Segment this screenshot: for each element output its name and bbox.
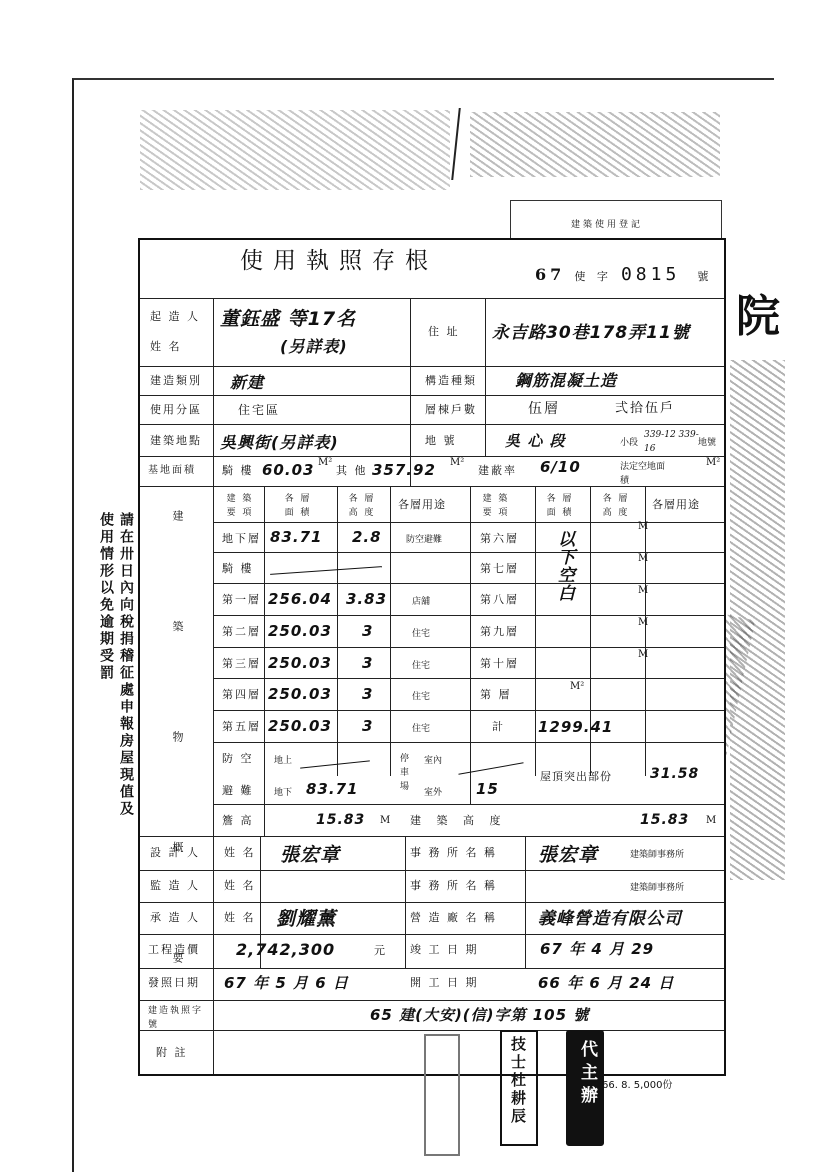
label-issue: 發照日期 xyxy=(148,976,200,989)
permit-prefix: 67 xyxy=(535,265,566,284)
label-other: 其 他 xyxy=(336,464,368,477)
permit-serial: 0815 xyxy=(620,264,681,285)
site-value: 吳興街(另詳表) xyxy=(220,433,339,452)
permit-suffix: 號 xyxy=(697,270,713,283)
label-name: 姓 名 xyxy=(150,340,182,353)
area-floor-4: 250.03 xyxy=(268,685,332,703)
area-basement: 83.71 xyxy=(270,528,323,546)
label-open-space: 法定空地面積 xyxy=(620,462,666,486)
unit-m-build: M xyxy=(706,815,717,826)
floor-5: 第五層 xyxy=(222,720,261,733)
area-floor-2: 250.03 xyxy=(268,622,332,640)
floor-4: 第四層 xyxy=(222,688,261,701)
evac-under-area: 83.71 xyxy=(306,780,359,798)
col-height-right: 各 層 高 度 xyxy=(602,494,630,518)
top-stamp-smudge xyxy=(140,110,450,190)
use-floor-1: 店舖 xyxy=(412,597,431,607)
height-floor-3: 3 xyxy=(362,654,374,672)
label-total: 計 xyxy=(492,720,505,733)
floor-10: 第十層 xyxy=(480,657,519,670)
label-indoor: 室內 xyxy=(424,756,443,766)
chief-seal-text: 代主辦 xyxy=(577,1040,597,1109)
label-firm: 營 造 廠 名 稱 xyxy=(410,911,497,924)
height-floor-4: 3 xyxy=(362,685,374,703)
label-name-supervisor: 姓 名 xyxy=(224,879,256,892)
blank-below-note: 以下空白 xyxy=(554,530,574,602)
area-floor-3: 250.03 xyxy=(268,654,332,672)
floor-generic: 第 層 xyxy=(480,688,512,701)
label-name-designer: 姓 名 xyxy=(224,846,256,859)
label-base-area: 基地面積 xyxy=(148,465,196,476)
chief-seal xyxy=(566,1030,604,1146)
use-floor-2: 住宅 xyxy=(412,629,431,639)
label-outdoor: 室外 xyxy=(424,788,443,798)
right-edge-stamp xyxy=(730,280,790,880)
label-coverage: 建蔽率 xyxy=(478,464,517,477)
label-note: 附 註 xyxy=(156,1046,188,1059)
roof-area: 31.58 xyxy=(650,766,700,782)
area-floor-5: 250.03 xyxy=(268,717,332,735)
col-height-left: 各 層 高 度 xyxy=(348,494,376,518)
label-office-designer: 事 務 所 名 稱 xyxy=(410,846,497,859)
use-floor-4: 住宅 xyxy=(412,692,431,702)
lot-suffix: 地號 xyxy=(698,438,717,448)
architect-office-suffix: 建築師事務所 xyxy=(630,850,685,860)
outdoor-area: 15 xyxy=(476,780,499,798)
m-marker-7: M xyxy=(638,553,649,564)
floor-3: 第三層 xyxy=(222,657,261,670)
label-office-supervisor: 事 務 所 名 稱 xyxy=(410,879,497,892)
builder-address: 永吉路30巷178弄11號 xyxy=(492,323,690,343)
unit-m2: M² xyxy=(318,457,333,468)
eaves-height: 15.83 xyxy=(316,812,366,828)
side-notice: 請在卅日內向稅捐稽征處申報房屋現值及使用情形以免逾期受罰 xyxy=(98,512,134,818)
m-marker-10: M xyxy=(638,649,649,660)
label-eaves: 簷 高 xyxy=(222,814,254,827)
issue-date: 67 年 5 月 6 日 xyxy=(224,974,349,992)
registry-stamp-text: 建築使用登記 xyxy=(571,220,644,230)
m-marker-6: M xyxy=(638,521,649,532)
inspector-seal xyxy=(500,1030,538,1146)
builder-name: 董鈺盛 等17名 xyxy=(220,308,357,330)
floor-7: 第七層 xyxy=(480,562,519,575)
m-marker-8: M xyxy=(638,585,649,596)
height-floor-2: 3 xyxy=(362,622,374,640)
architect-office-suffix-2: 建築師事務所 xyxy=(630,883,685,893)
col-area-left: 各 層 面 積 xyxy=(284,494,312,518)
label-use-zone: 使用分區 xyxy=(150,403,202,416)
area-floor-1: 256.04 xyxy=(268,590,332,608)
faded-seal xyxy=(424,1034,460,1156)
households-value: 弍拾伍戶 xyxy=(615,401,676,416)
label-name-contractor: 姓 名 xyxy=(224,911,256,924)
indoor-strike xyxy=(458,762,523,774)
col-use-right: 各層用途 xyxy=(652,498,700,511)
contractor-firm: 義峰營造有限公司 xyxy=(538,909,682,929)
label-side-title: 建 築 物 概 要 xyxy=(171,510,184,1011)
label-structure: 構造種類 xyxy=(425,374,477,387)
finish-date: 67 年 4 月 29 xyxy=(540,940,655,958)
label-site: 建築地點 xyxy=(150,434,202,447)
unit-m2-2: M² xyxy=(450,457,465,468)
label-lot: 地 號 xyxy=(425,434,457,447)
corner-character: 院 xyxy=(736,291,780,342)
designer-name: 張宏章 xyxy=(280,844,341,866)
label-floors: 層棟戶數 xyxy=(425,403,477,416)
height-basement: 2.8 xyxy=(352,528,382,546)
floor-6: 第六層 xyxy=(480,532,519,545)
build-type-value: 新建 xyxy=(230,373,265,392)
floor-arcade: 騎 樓 xyxy=(222,562,254,575)
permit-form xyxy=(138,238,726,1076)
height-floor-5: 3 xyxy=(362,717,374,735)
use-floor-3: 住宅 xyxy=(412,661,431,671)
permit-mid: 使 字 xyxy=(574,270,612,283)
unit-m-eaves: M xyxy=(380,815,391,826)
height-floor-1: 3.83 xyxy=(346,590,388,608)
label-build-type: 建造類別 xyxy=(150,374,202,387)
label-permit-ref: 建造執照字號 xyxy=(148,1006,204,1030)
above-strike xyxy=(300,760,370,768)
permit-ref-value: 65 建(大安)(信)字第 105 號 xyxy=(370,1006,590,1024)
floor-8: 第八層 xyxy=(480,593,519,606)
permit-number xyxy=(535,264,713,285)
lot-numbers: 339-12 339-16 xyxy=(644,430,699,454)
m2-marker-generic: M² xyxy=(570,681,585,692)
floor-basement: 地下層 xyxy=(222,532,261,545)
label-arcade: 騎 樓 xyxy=(222,464,254,477)
floors-value: 伍層 xyxy=(528,401,560,417)
arcade-strike xyxy=(270,566,382,575)
banner-smudge xyxy=(470,112,720,177)
label-finish: 竣 工 日 期 xyxy=(410,943,479,956)
start-date: 66 年 6 月 24 日 xyxy=(538,974,675,992)
m-marker-9: M xyxy=(638,617,649,628)
contractor-name: 劉耀薰 xyxy=(276,908,337,930)
inspector-seal-text: 技士杜耕辰 xyxy=(509,1036,527,1126)
col-item-right: 建 築 要 項 xyxy=(482,494,510,518)
label-air-defense: 防 空 xyxy=(222,752,254,765)
label-build-height: 建 築 高 度 xyxy=(410,814,507,827)
label-designer: 設 計 人 xyxy=(150,846,200,859)
designer-office: 張宏章 xyxy=(538,844,599,866)
other-area: 357.92 xyxy=(372,461,436,479)
structure-value: 鋼筋混凝土造 xyxy=(515,371,618,390)
subsection-label: 小段 xyxy=(620,438,639,448)
floor-9: 第九層 xyxy=(480,625,519,638)
use-floor-5: 住宅 xyxy=(412,724,431,734)
label-address: 住 址 xyxy=(428,325,460,338)
floor-2: 第二層 xyxy=(222,625,261,638)
build-height: 15.83 xyxy=(640,812,690,828)
col-area-right: 各 層 面 積 xyxy=(546,494,574,518)
section-value: 吳 心 段 xyxy=(505,432,566,450)
label-above: 地上 xyxy=(274,756,293,766)
label-supervisor: 監 造 人 xyxy=(150,879,200,892)
label-roof: 屋頂突出部份 xyxy=(540,770,612,783)
cost-value: 2,742,300 xyxy=(236,940,336,959)
label-evacuation: 避 難 xyxy=(222,784,254,797)
label-under: 地下 xyxy=(274,788,293,798)
use-basement: 防空避難 xyxy=(406,535,443,545)
cost-unit: 元 xyxy=(374,944,387,957)
total-area: 1299.41 xyxy=(538,718,614,736)
col-use-left: 各層用途 xyxy=(398,498,446,511)
print-info: 66. 8. 5,000份 xyxy=(602,1080,673,1091)
builder-name-note: (另詳表) xyxy=(280,337,348,356)
form-title: 使用執照存根 xyxy=(240,248,438,274)
label-contractor: 承 造 人 xyxy=(150,911,200,924)
label-parking: 停車場 xyxy=(400,754,410,792)
coverage-value: 6/10 xyxy=(540,458,581,476)
label-cost: 工程造價 xyxy=(148,943,200,956)
floor-1: 第一層 xyxy=(222,593,261,606)
label-builder: 起 造 人 xyxy=(150,310,200,323)
arcade-area: 60.03 xyxy=(262,461,315,479)
unit-m2-3: M² xyxy=(706,457,721,468)
label-start: 開 工 日 期 xyxy=(410,976,479,989)
use-zone-value: 住宅區 xyxy=(238,403,281,417)
col-item-left: 建 築 要 項 xyxy=(226,494,254,518)
